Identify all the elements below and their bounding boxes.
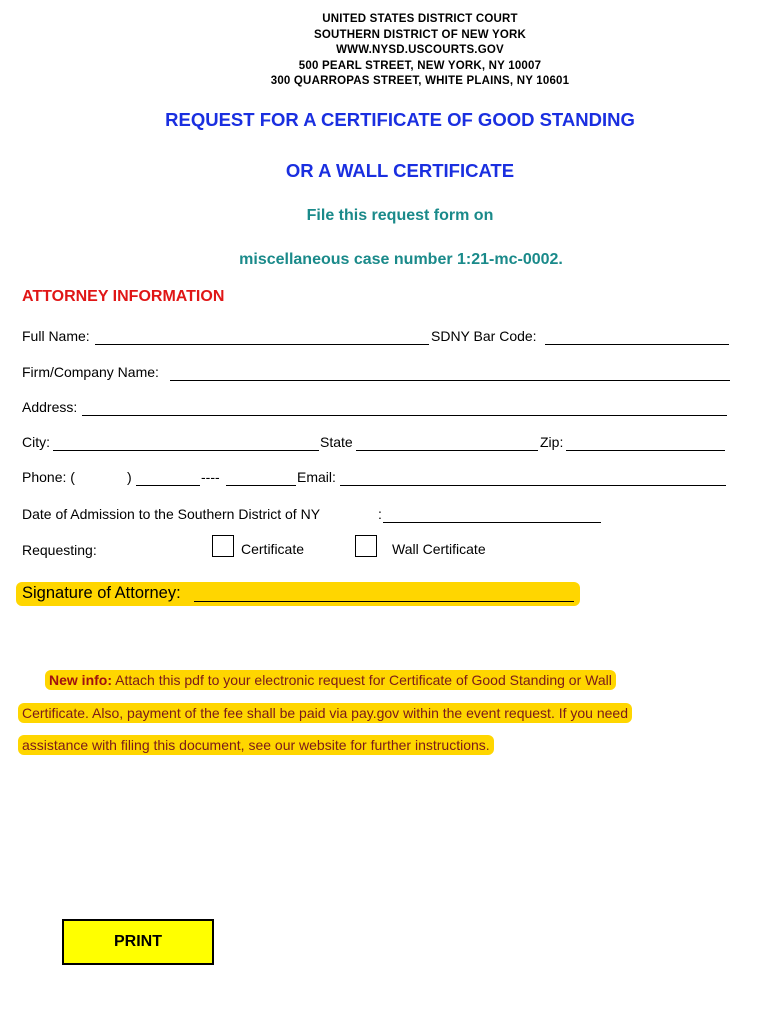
wall-certificate-checkbox[interactable] (355, 535, 377, 557)
notice-line-1-text: Attach this pdf to your electronic request for Certificate of Good Standing or Wall (112, 672, 612, 688)
signature-block (16, 582, 580, 606)
state-field[interactable] (356, 450, 538, 451)
phone-close-paren: ) (127, 469, 132, 485)
phone-prefix-field[interactable] (136, 485, 200, 486)
bar-code-field[interactable] (545, 344, 729, 345)
form-title-line-2: OR A WALL CERTIFICATE (285, 160, 515, 181)
notice-line-1 (45, 670, 616, 690)
email-field[interactable] (340, 485, 726, 486)
certificate-option-label: Certificate (241, 541, 305, 557)
signature-field[interactable] (194, 601, 574, 602)
instruction-line-2: miscellaneous case number 1:21-mc-0002. (239, 251, 563, 268)
certificate-checkbox[interactable] (212, 535, 234, 557)
state-label: State (320, 434, 353, 450)
court-name: UNITED STATES DISTRICT COURT (322, 13, 518, 25)
notice-line-3: assistance with filing this document, see our website for further instructions. (18, 735, 494, 755)
address-field[interactable] (82, 415, 727, 416)
admission-date-label: Date of Admission to the Southern District of NY (22, 506, 321, 522)
zip-label: Zip: (540, 434, 564, 450)
court-district: SOUTHERN DISTRICT OF NEW YORK (314, 28, 526, 41)
phone-area-code-field[interactable] (84, 485, 126, 486)
phone-label: Phone: ( (22, 469, 75, 485)
wall-certificate-option-label: Wall Certificate (392, 541, 486, 557)
form-title-line-1: REQUEST FOR A CERTIFICATE OF GOOD STANDING (165, 109, 635, 130)
city-field[interactable] (53, 450, 319, 451)
print-button[interactable]: PRINT (62, 919, 214, 965)
section-title: ATTORNEY INFORMATION (22, 288, 225, 305)
notice-line-2: Certificate. Also, payment of the fee shall be paid via pay.gov within the event request. If you need (18, 703, 632, 723)
full-name-field[interactable] (95, 344, 429, 345)
phone-line-field[interactable] (226, 485, 296, 486)
firm-label: Firm/Company Name: (22, 364, 159, 380)
admission-date-field[interactable] (383, 522, 601, 523)
city-label: City: (22, 434, 50, 450)
email-label: Email: (297, 469, 336, 485)
firm-field[interactable] (170, 380, 730, 381)
court-website: WWW.NYSD.USCOURTS.GOV (336, 44, 504, 56)
requesting-label: Requesting: (22, 542, 97, 558)
instruction-line-1: File this request form on (306, 207, 494, 224)
court-header (0, 12, 770, 90)
full-name-label: Full Name: (22, 328, 90, 344)
court-address-1: 500 PEARL STREET, NEW YORK, NY 10007 (298, 59, 542, 72)
address-label: Address: (22, 399, 78, 415)
phone-dash: ---- (201, 469, 220, 485)
signature-label: Signature of Attorney: (22, 584, 181, 602)
zip-field[interactable] (566, 450, 725, 451)
admission-date-colon: : (378, 506, 382, 522)
notice-bold-label: New info: (49, 672, 112, 688)
court-address-2: 300 QUARROPAS STREET, WHITE PLAINS, NY 10601 (270, 75, 570, 87)
bar-code-label: SDNY Bar Code: (431, 328, 537, 344)
